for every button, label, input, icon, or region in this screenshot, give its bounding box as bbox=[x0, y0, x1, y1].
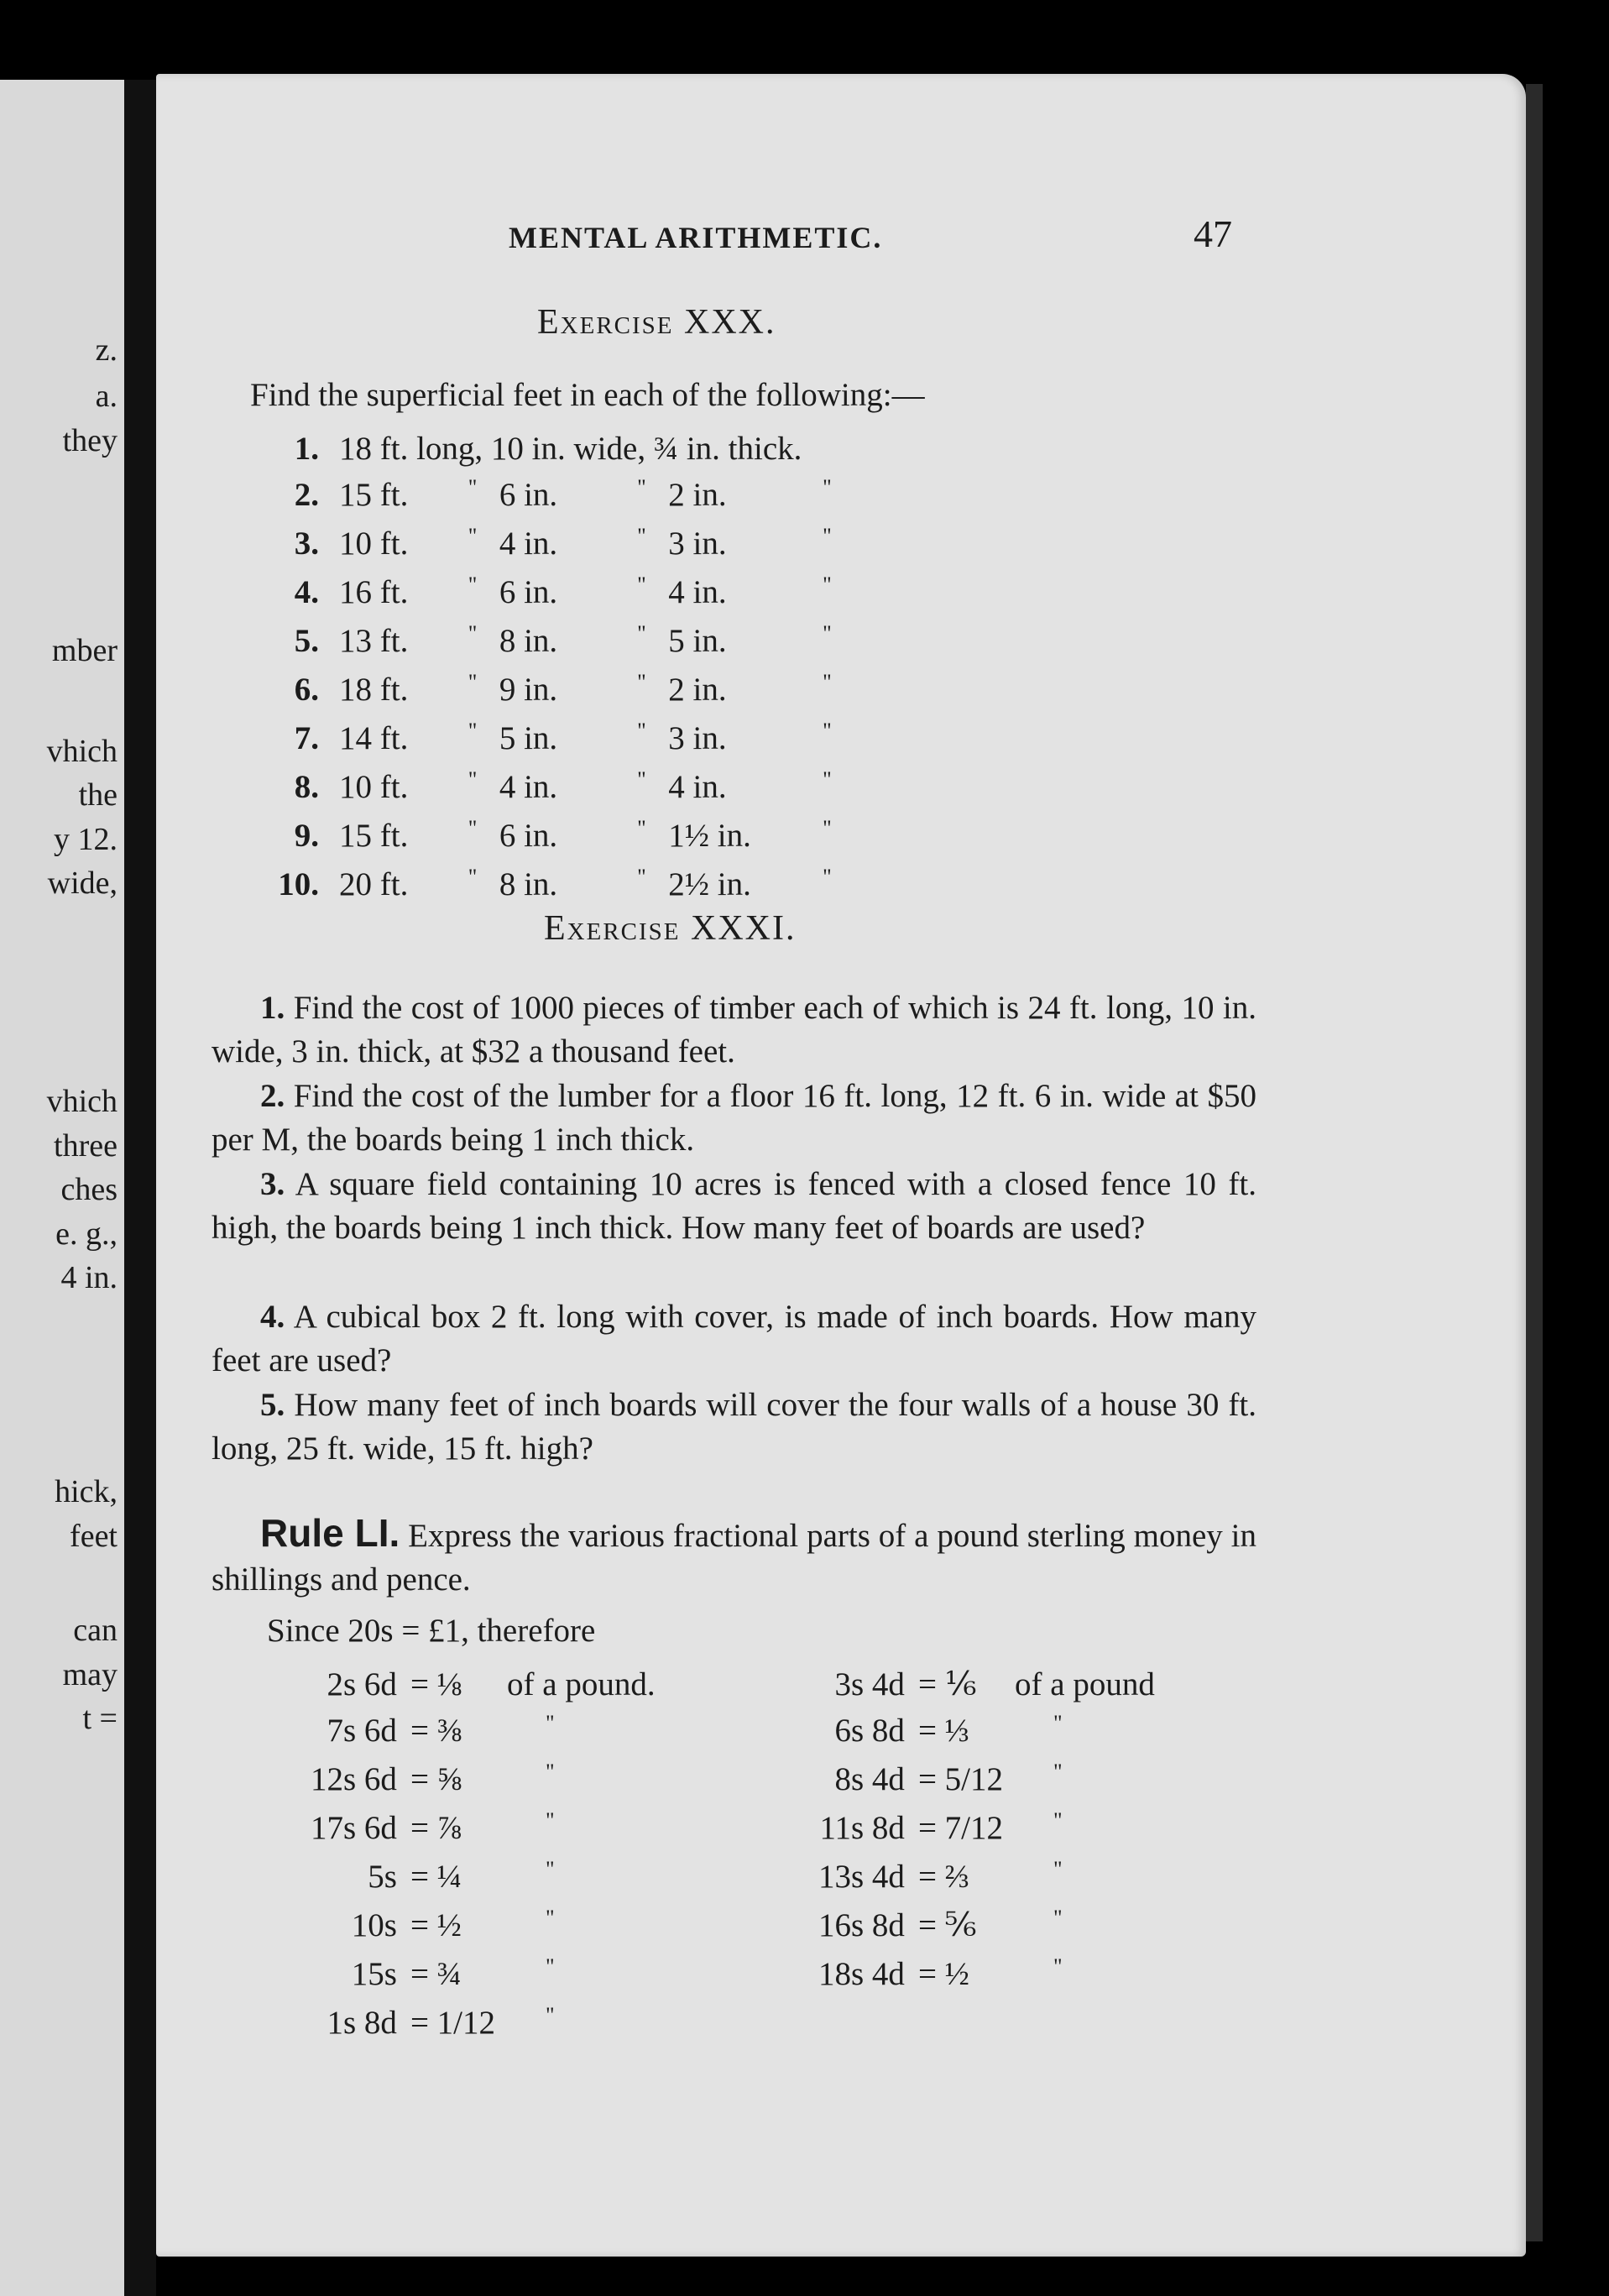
amount-cell: 12s 6d bbox=[311, 1760, 397, 1797]
left-fragment: may bbox=[62, 1657, 118, 1692]
left-fragment: z. bbox=[95, 332, 118, 368]
rule-text: Express the various fractional parts of a pound sterling money in shillings and pence. bbox=[212, 1518, 1257, 1598]
problem-4 bbox=[212, 1295, 1256, 1383]
ditto-mark: " bbox=[468, 719, 478, 743]
table-row bbox=[818, 1852, 1155, 1901]
amount-cell: 15s bbox=[351, 1955, 397, 1992]
ditto-mark: " bbox=[637, 865, 646, 889]
table-row bbox=[818, 1755, 1155, 1803]
left-fragment: mber bbox=[51, 633, 118, 668]
length-cell: 20 ft. bbox=[339, 866, 409, 902]
table-row bbox=[818, 1803, 1155, 1852]
ditto-mark: " bbox=[468, 475, 478, 499]
page-number: 47 bbox=[1194, 212, 1232, 255]
table-row bbox=[311, 1852, 656, 1901]
ditto-mark: " bbox=[823, 524, 832, 548]
ditto-mark: " bbox=[468, 524, 478, 548]
thickness-cell: 2 in. bbox=[668, 476, 727, 513]
table-row bbox=[311, 1706, 656, 1755]
ditto-mark: " bbox=[823, 719, 832, 743]
row-number: 3. bbox=[294, 525, 319, 562]
fraction-cell: = 1/12 bbox=[410, 2004, 496, 2041]
row-number: 5. bbox=[294, 622, 319, 659]
problem-1 bbox=[212, 986, 1256, 1074]
fraction-cell: = ⅓ bbox=[917, 1712, 969, 1749]
table-row bbox=[311, 1662, 656, 1706]
thickness-cell: 3 in. bbox=[668, 719, 727, 756]
problem-number: 5. bbox=[260, 1387, 285, 1423]
running-header: MENTAL ARITHMETIC. bbox=[509, 221, 883, 254]
exercise-31-heading: Exercise XXXI. bbox=[544, 909, 797, 948]
thickness-cell: 5 in. bbox=[668, 622, 727, 659]
length-cell: 18 ft. bbox=[339, 671, 409, 708]
amount-cell: 7s 6d bbox=[327, 1712, 397, 1749]
fraction-cell: = ⅝ bbox=[410, 1760, 462, 1797]
fraction-cell: = ⅔ bbox=[917, 1858, 969, 1895]
table-row bbox=[818, 1901, 1155, 1949]
row-dimensions bbox=[339, 426, 802, 470]
left-fragment: ches bbox=[60, 1172, 118, 1207]
left-fragment: the bbox=[78, 777, 118, 813]
ditto-mark: " bbox=[637, 475, 646, 499]
width-cell: 8 in. bbox=[499, 622, 558, 659]
rule-51 bbox=[212, 1511, 1256, 1602]
left-fragment: a. bbox=[95, 379, 118, 414]
fraction-cell: = ⅙ bbox=[917, 1666, 977, 1702]
row-number: 1. bbox=[294, 430, 319, 467]
amount-cell: 11s 8d bbox=[819, 1809, 905, 1846]
width-cell: 4 in. bbox=[499, 525, 558, 562]
table-row bbox=[243, 811, 852, 860]
problem-text: How many feet of inch boards will cover the four walls of a house 30 ft. long, 25 ft. wide, 15 ft. high? bbox=[212, 1387, 1257, 1467]
ditto-mark: " bbox=[546, 1857, 555, 1881]
table-row bbox=[243, 470, 852, 519]
left-fragment: y 12. bbox=[54, 822, 118, 857]
length-cell: 16 ft. bbox=[339, 573, 409, 610]
length-cell: 14 ft. bbox=[339, 719, 409, 756]
table-row bbox=[243, 519, 852, 567]
problem-number: 1. bbox=[260, 990, 285, 1026]
problem-text: A square field containing 10 acres is fenced with a closed fence 10 ft. high, the boards being 1 inch thick. How many feet of boards are used? bbox=[212, 1166, 1256, 1246]
width-cell: 6 in. bbox=[499, 817, 558, 854]
page-edge bbox=[1526, 84, 1543, 2241]
amount-cell: 18s 4d bbox=[818, 1955, 905, 1992]
table-row bbox=[243, 426, 852, 470]
ditto-mark: " bbox=[546, 1760, 555, 1784]
table-row bbox=[243, 860, 852, 908]
ditto-mark: " bbox=[1053, 1954, 1063, 1979]
table-row bbox=[818, 1706, 1155, 1755]
left-page-fragment bbox=[0, 80, 124, 2296]
width-cell: 9 in. bbox=[499, 671, 558, 708]
table-row bbox=[243, 714, 852, 762]
ditto-mark: " bbox=[468, 621, 478, 646]
left-fragment: feet bbox=[70, 1519, 118, 1554]
fraction-cell: = ½ bbox=[917, 1955, 969, 1992]
ditto-mark: " bbox=[823, 767, 832, 792]
ditto-mark: " bbox=[637, 621, 646, 646]
left-fragment: can bbox=[73, 1613, 118, 1648]
table-row bbox=[243, 616, 852, 665]
ditto-mark: " bbox=[468, 816, 478, 840]
exercise-30-instruction: Find the superficial feet in each of the following:— bbox=[250, 377, 925, 413]
ditto-mark: " bbox=[546, 1711, 555, 1735]
thickness-cell: 4 in. bbox=[668, 573, 727, 610]
problem-number: 4. bbox=[260, 1299, 285, 1335]
length-cell: 10 ft. bbox=[339, 525, 409, 562]
length-cell: 15 ft. bbox=[339, 817, 409, 854]
amount-cell: 16s 8d bbox=[818, 1906, 905, 1943]
problem-number: 2. bbox=[260, 1078, 285, 1114]
ditto-mark: " bbox=[637, 670, 646, 694]
ditto-mark: " bbox=[468, 573, 478, 597]
ditto-mark: " bbox=[1053, 1906, 1063, 1930]
ditto-mark: " bbox=[1053, 1808, 1063, 1833]
left-fragment: 4 in. bbox=[60, 1260, 118, 1295]
fraction-cell: = 7/12 bbox=[917, 1809, 1004, 1846]
ditto-mark: " bbox=[637, 816, 646, 840]
width-cell: 6 in. bbox=[499, 476, 558, 513]
ditto-mark: " bbox=[1053, 1857, 1063, 1881]
problem-2 bbox=[212, 1075, 1256, 1162]
amount-cell: 10s bbox=[351, 1906, 397, 1943]
ditto-mark: " bbox=[637, 719, 646, 743]
ditto-mark: " bbox=[637, 524, 646, 548]
thickness-cell: ¾ in. thick. bbox=[653, 430, 802, 467]
problem-text: A cubical box 2 ft. long with cover, is made of inch boards. How many feet are used? bbox=[212, 1299, 1256, 1378]
ditto-mark: " bbox=[823, 621, 832, 646]
row-number: 4. bbox=[294, 573, 319, 610]
ditto-mark: " bbox=[637, 767, 646, 792]
fraction-cell: = 5/12 bbox=[917, 1760, 1004, 1797]
suffix-cell: of a pound. bbox=[507, 1666, 656, 1702]
fraction-cell: = ¼ bbox=[410, 1858, 462, 1895]
rule-since-line: Since 20s = £1, therefore bbox=[267, 1613, 596, 1649]
amount-cell: 8s 4d bbox=[834, 1760, 905, 1797]
length-cell: 13 ft. bbox=[339, 622, 409, 659]
table-row bbox=[311, 1803, 656, 1852]
table-row bbox=[243, 567, 852, 616]
left-fragment: vhich bbox=[46, 1084, 118, 1119]
row-number: 9. bbox=[294, 817, 319, 854]
ditto-mark: " bbox=[546, 1906, 555, 1930]
table-row bbox=[311, 1998, 656, 2047]
table-row bbox=[818, 1949, 1155, 1998]
table-row bbox=[818, 1662, 1155, 1706]
lumber-dimensions-table bbox=[243, 426, 852, 908]
amount-cell: 17s 6d bbox=[311, 1809, 397, 1846]
ditto-mark: " bbox=[1053, 1711, 1063, 1735]
left-fragment: e. g., bbox=[55, 1216, 118, 1252]
amount-cell: 6s 8d bbox=[834, 1712, 905, 1749]
rule-title: Rule LI. bbox=[260, 1511, 400, 1555]
ditto-mark: " bbox=[546, 1808, 555, 1833]
amount-cell: 3s 4d bbox=[834, 1666, 905, 1702]
ditto-mark: " bbox=[546, 2003, 555, 2027]
amount-cell: 5s bbox=[368, 1858, 397, 1895]
book-gutter bbox=[124, 80, 156, 2296]
left-fragment: wide, bbox=[47, 866, 118, 901]
amount-cell: 2s 6d bbox=[327, 1666, 397, 1702]
ditto-mark: " bbox=[823, 573, 832, 597]
fraction-cell: = ½ bbox=[410, 1906, 462, 1943]
width-cell: 6 in. bbox=[499, 573, 558, 610]
width-cell: 4 in. bbox=[499, 768, 558, 805]
fraction-cell: = ⅞ bbox=[410, 1809, 462, 1846]
left-fragment: hick, bbox=[55, 1474, 118, 1509]
thickness-cell: 1½ in. bbox=[668, 817, 751, 854]
left-fragment: t = bbox=[82, 1701, 118, 1736]
left-fragment: three bbox=[54, 1128, 118, 1164]
thickness-cell: 3 in. bbox=[668, 525, 727, 562]
table-row bbox=[311, 1949, 656, 1998]
amount-cell: 1s 8d bbox=[327, 2004, 397, 2041]
problem-number: 3. bbox=[260, 1166, 285, 1202]
width-cell: 5 in. bbox=[499, 719, 558, 756]
thickness-cell: 2 in. bbox=[668, 671, 727, 708]
ditto-mark: " bbox=[823, 475, 832, 499]
fraction-cell: = ⅜ bbox=[410, 1712, 462, 1749]
ditto-mark: " bbox=[468, 670, 478, 694]
problem-text: Find the cost of the lumber for a floor 16 ft. long, 12 ft. 6 in. wide at $50 per M, the boards being 1 inch thick. bbox=[212, 1078, 1256, 1158]
ditto-mark: " bbox=[823, 670, 832, 694]
ditto-mark: " bbox=[637, 573, 646, 597]
suffix-cell: of a pound bbox=[1015, 1666, 1155, 1702]
length-cell: 18 ft. long, bbox=[339, 430, 483, 467]
row-number: 2. bbox=[294, 476, 319, 513]
width-cell: 10 in. wide, bbox=[490, 430, 646, 467]
row-number: 8. bbox=[294, 768, 319, 805]
fraction-cell: = ⅚ bbox=[917, 1906, 977, 1943]
money-fractions-right bbox=[818, 1662, 1155, 1998]
table-row bbox=[311, 1755, 656, 1803]
width-cell: 8 in. bbox=[499, 866, 558, 902]
length-cell: 15 ft. bbox=[339, 476, 409, 513]
row-number: 7. bbox=[294, 719, 319, 756]
ditto-mark: " bbox=[823, 816, 832, 840]
left-fragment: they bbox=[62, 423, 118, 458]
amount-cell: 13s 4d bbox=[818, 1858, 905, 1895]
money-fractions-left bbox=[311, 1662, 656, 2047]
thickness-cell: 4 in. bbox=[668, 768, 727, 805]
left-fragment: vhich bbox=[46, 734, 118, 769]
length-cell: 10 ft. bbox=[339, 768, 409, 805]
ditto-mark: " bbox=[546, 1954, 555, 1979]
ditto-mark: " bbox=[468, 767, 478, 792]
exercise-30-heading: Exercise XXX. bbox=[537, 303, 776, 342]
table-row bbox=[311, 1901, 656, 1949]
thickness-cell: 2½ in. bbox=[668, 866, 751, 902]
problem-5 bbox=[212, 1383, 1256, 1471]
fraction-cell: = ¾ bbox=[410, 1955, 462, 1992]
ditto-mark: " bbox=[823, 865, 832, 889]
ditto-mark: " bbox=[468, 865, 478, 889]
table-row bbox=[243, 762, 852, 811]
ditto-mark: " bbox=[1053, 1760, 1063, 1784]
fraction-cell: = ⅛ bbox=[410, 1666, 462, 1702]
row-number: 10. bbox=[278, 866, 319, 902]
table-row bbox=[243, 665, 852, 714]
problem-text: Find the cost of 1000 pieces of timber each of which is 24 ft. long, 10 in. wide, 3 in. thick, at $32 a thousand feet. bbox=[212, 990, 1257, 1070]
row-number: 6. bbox=[294, 671, 319, 708]
problem-3 bbox=[212, 1163, 1256, 1250]
